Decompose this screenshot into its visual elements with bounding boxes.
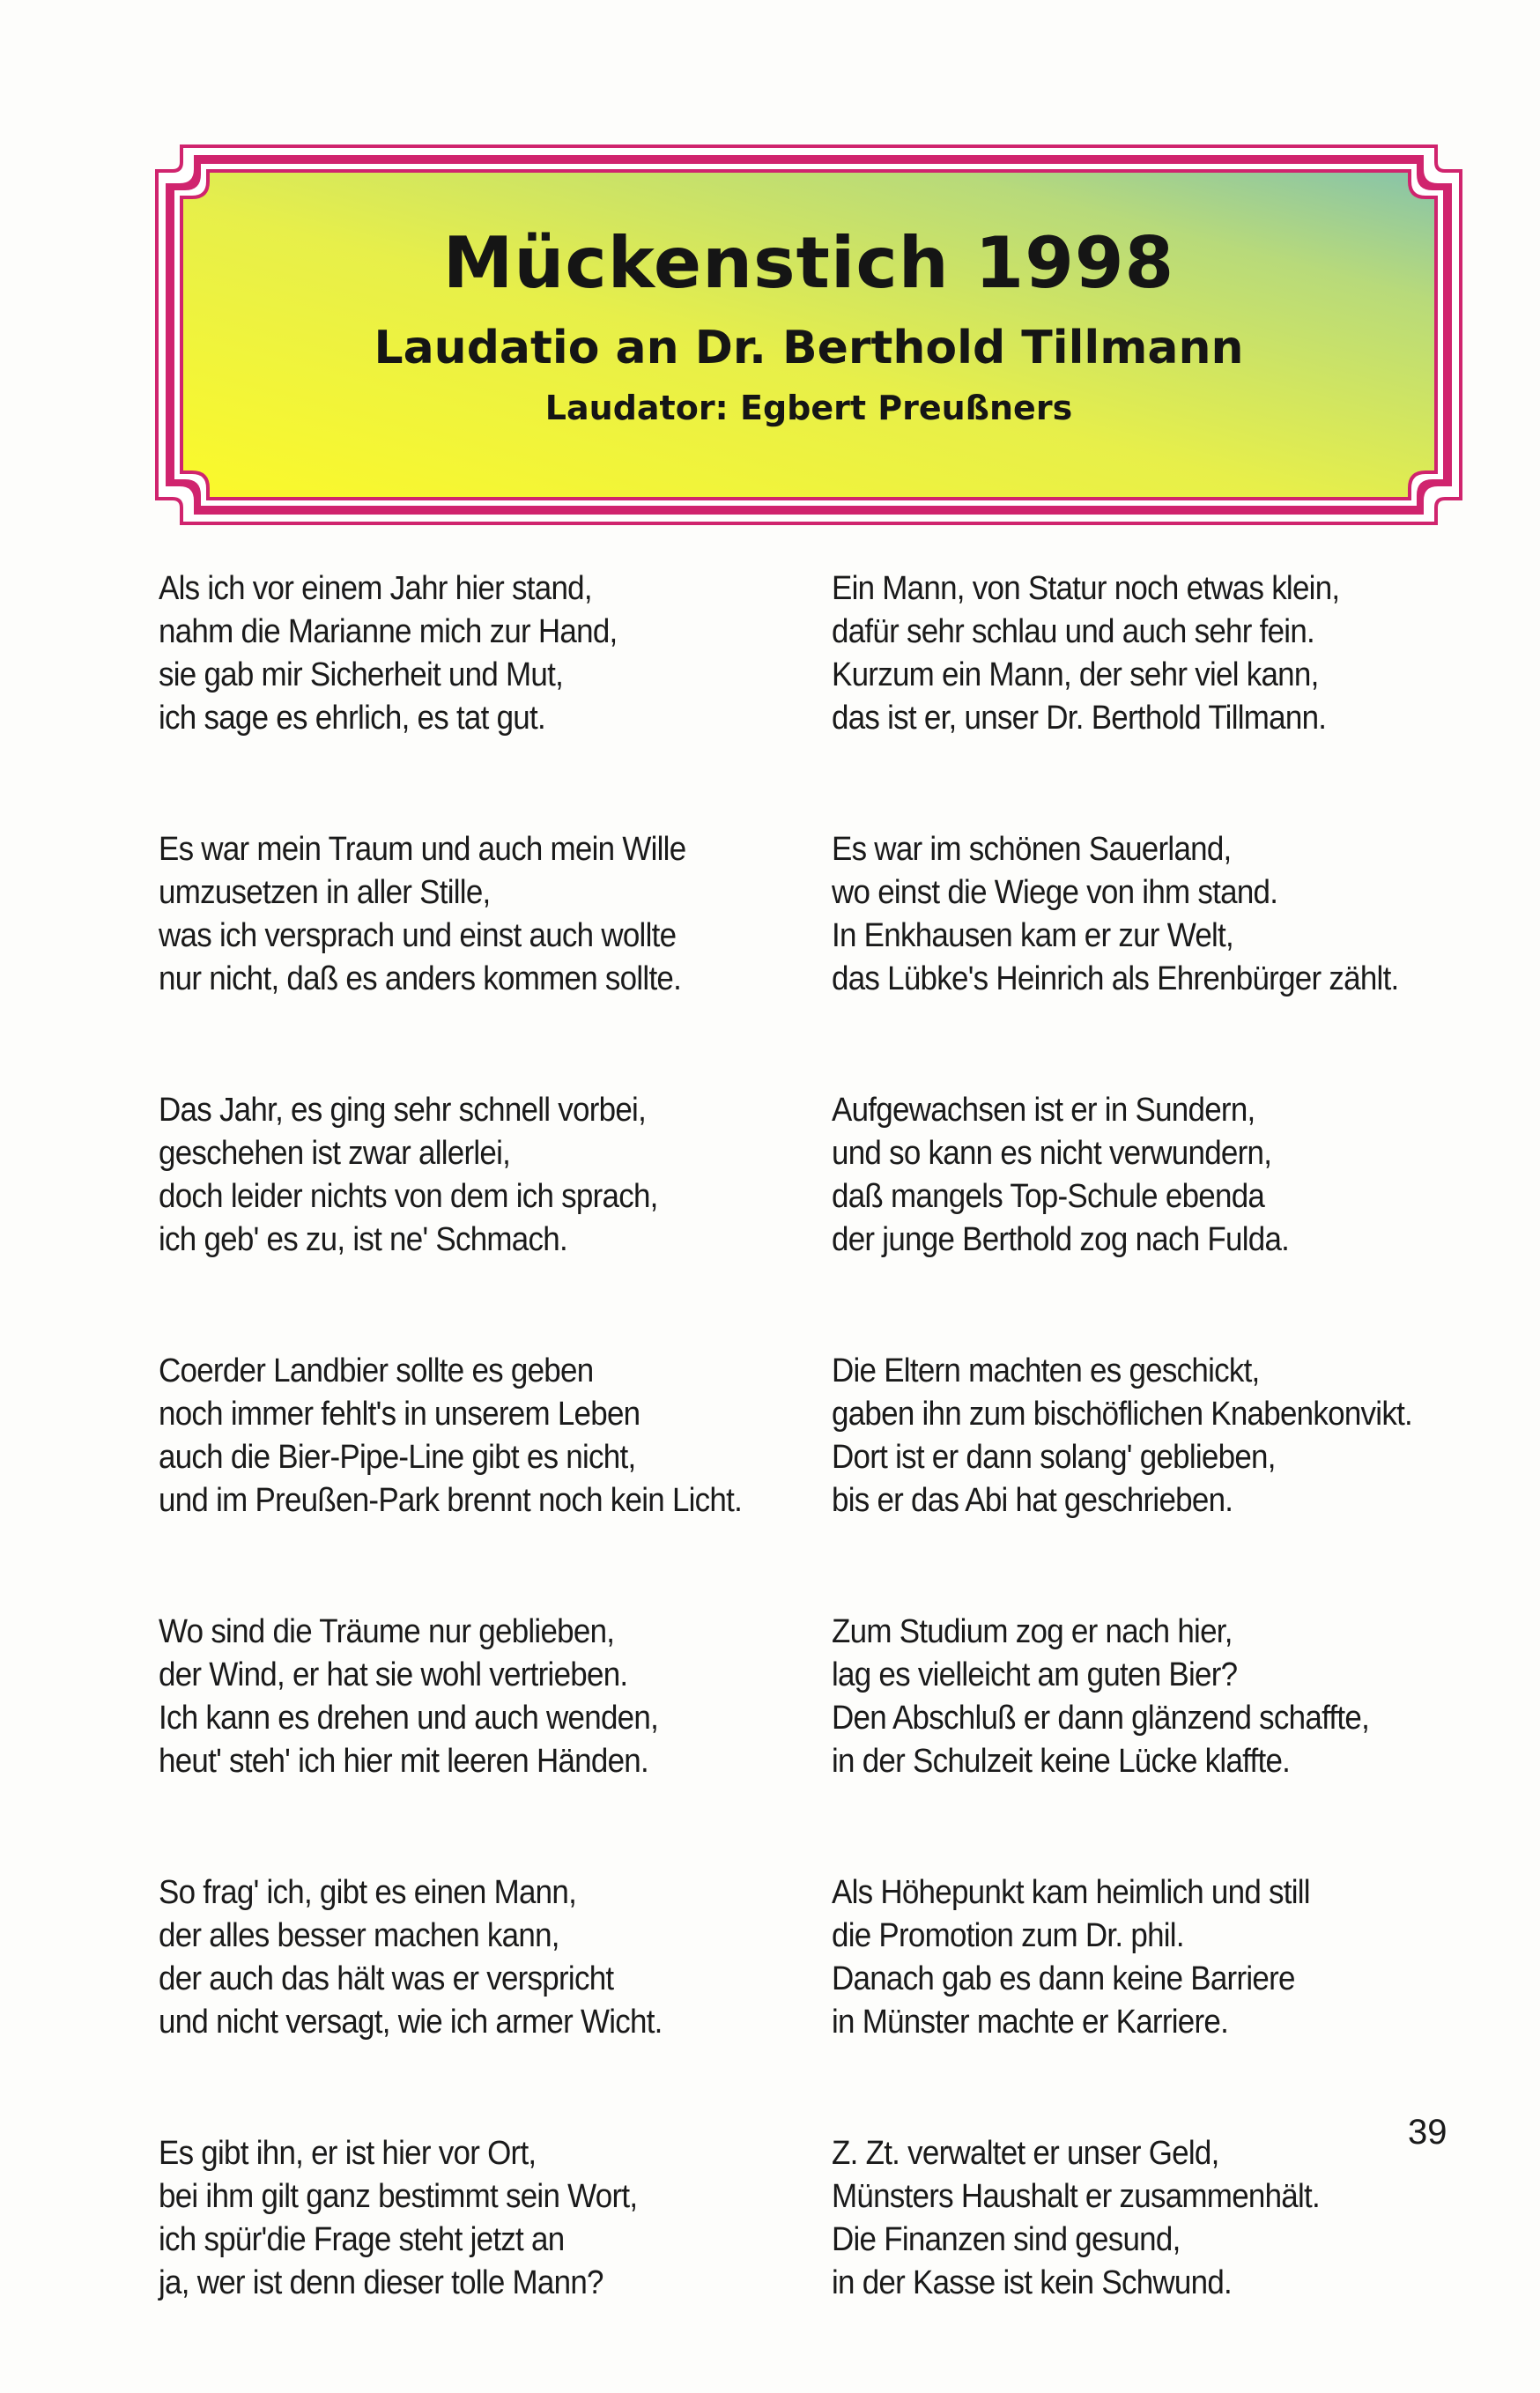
poem-line: Es war mein Traum und auch mein Wille: [159, 831, 686, 868]
page-subtitle: Laudatio an Dr. Berthold Tillmann: [374, 322, 1244, 374]
poem-line: Ich kann es drehen und auch wenden,: [159, 1700, 659, 1737]
stanza: [159, 567, 774, 740]
stanza: [159, 1350, 774, 1522]
poem-line: Als ich vor einem Jahr hier stand,: [159, 570, 592, 607]
poem-line: und so kann es nicht verwundern,: [832, 1135, 1272, 1172]
poem-line: In Enkhausen kam er zur Welt,: [832, 917, 1234, 954]
page-number: 39: [1408, 2113, 1447, 2152]
stanza: [159, 1089, 774, 1262]
poem-line: ich sage es ehrlich, es tat gut.: [159, 700, 545, 737]
poem-line: noch immer fehlt's in unserem Leben: [159, 1396, 640, 1433]
poem-line: der Wind, er hat sie wohl vertrieben.: [159, 1656, 628, 1693]
poem-line: in Münster machte er Karriere.: [832, 2004, 1229, 2041]
stanza: [832, 1871, 1464, 2044]
poem-line: Es gibt ihn, er ist hier vor Ort,: [159, 2135, 537, 2172]
page-title: Mückenstich 1998: [442, 222, 1175, 304]
poem-line: sie gab mir Sicherheit und Mut,: [159, 656, 564, 693]
stanza: [159, 1871, 774, 2044]
poem-line: nur nicht, daß es anders kommen sollte.: [159, 960, 682, 997]
poem-line: Z. Zt. verwaltet er unser Geld,: [832, 2135, 1219, 2172]
stanza: [832, 828, 1464, 1001]
poem-column-right: [832, 567, 1464, 2393]
poem-line: in der Schulzeit keine Lücke klaffte.: [832, 1743, 1291, 1780]
stanza: [832, 2132, 1464, 2305]
poem-line: gaben ihn zum bischöflichen Knabenkonvikt.: [832, 1396, 1413, 1433]
poem-line: Aufgewachsen ist er in Sundern,: [832, 1092, 1255, 1129]
poem-line: das Lübke's Heinrich als Ehrenbürger zählt.: [832, 960, 1399, 997]
poem-line: So frag' ich, gibt es einen Mann,: [159, 1874, 577, 1911]
poem-line: heut' steh' ich hier mit leeren Händen.: [159, 1743, 648, 1780]
stanza: [159, 828, 774, 1001]
poem-line: in der Kasse ist kein Schwund.: [832, 2264, 1233, 2301]
poem-line: lag es vielleicht am guten Bier?: [832, 1656, 1238, 1693]
poem-line: Die Eltern machten es geschickt,: [832, 1352, 1260, 1389]
header: [155, 144, 1462, 525]
poem-line: ich geb' es zu, ist ne' Schmach.: [159, 1221, 567, 1258]
stanza: [832, 1350, 1464, 1522]
poem-line: doch leider nichts von dem ich sprach,: [159, 1178, 658, 1215]
poem-line: ja, wer ist denn dieser tolle Mann?: [159, 2264, 603, 2301]
poem-line: Den Abschluß er dann glänzend schaffte,: [832, 1700, 1370, 1737]
poem-line: der alles besser machen kann,: [159, 1917, 559, 1954]
poem-line: Danach gab es dann keine Barriere: [832, 1960, 1295, 1997]
poem-line: der junge Berthold zog nach Fulda.: [832, 1221, 1290, 1258]
poem-line: das ist er, unser Dr. Berthold Tillmann.: [832, 700, 1327, 737]
poem-line: ich spür'die Frage steht jetzt an: [159, 2221, 565, 2258]
poem-line: der auch das hält was er verspricht: [159, 1960, 614, 1997]
poem-line: Die Finanzen sind gesund,: [832, 2221, 1181, 2258]
stanza: [159, 2132, 774, 2305]
poem-line: Ein Mann, von Statur noch etwas klein,: [832, 570, 1340, 607]
poem-line: was ich versprach und einst auch wollte: [159, 917, 677, 954]
poem-line: Zum Studium zog er nach hier,: [832, 1613, 1233, 1650]
stanza: [159, 1611, 774, 1783]
poem-line: Coerder Landbier sollte es geben: [159, 1352, 594, 1389]
poem-line: Als Höhepunkt kam heimlich und still: [832, 1874, 1310, 1911]
stanza: [832, 567, 1464, 740]
poem-line: bei ihm gilt ganz bestimmt sein Wort,: [159, 2178, 638, 2215]
laudator-line: Laudator: Egbert Preußners: [544, 389, 1073, 427]
poem-line: wo einst die Wiege von ihm stand.: [832, 874, 1278, 911]
poem-line: Kurzum ein Mann, der sehr viel kann,: [832, 656, 1319, 693]
stanza: [832, 1089, 1464, 1262]
poem-line: dafür sehr schlau und auch sehr fein.: [832, 613, 1315, 650]
poem-line: und im Preußen-Park brennt noch kein Licht.: [159, 1482, 743, 1519]
stanza: [832, 1611, 1464, 1783]
poem-line: nahm die Marianne mich zur Hand,: [159, 613, 618, 650]
poem-column-left: [159, 567, 774, 2393]
poem-line: auch die Bier-Pipe-Line gibt es nicht,: [159, 1439, 636, 1476]
poem-line: Münsters Haushalt er zusammenhält.: [832, 2178, 1321, 2215]
poem-line: die Promotion zum Dr. phil.: [832, 1917, 1184, 1954]
poem-line: Das Jahr, es ging sehr schnell vorbei,: [159, 1092, 647, 1129]
poem-line: Wo sind die Träume nur geblieben,: [159, 1613, 615, 1650]
poem-line: geschehen ist zwar allerlei,: [159, 1135, 511, 1172]
poem-line: daß mangels Top-Schule ebenda: [832, 1178, 1265, 1215]
poem-line: umzusetzen in aller Stille,: [159, 874, 491, 911]
poem-line: Dort ist er dann solang' geblieben,: [832, 1439, 1276, 1476]
poem-line: bis er das Abi hat geschrieben.: [832, 1482, 1233, 1519]
poem-line: Es war im schönen Sauerland,: [832, 831, 1232, 868]
poem-line: und nicht versagt, wie ich armer Wicht.: [159, 2004, 663, 2041]
